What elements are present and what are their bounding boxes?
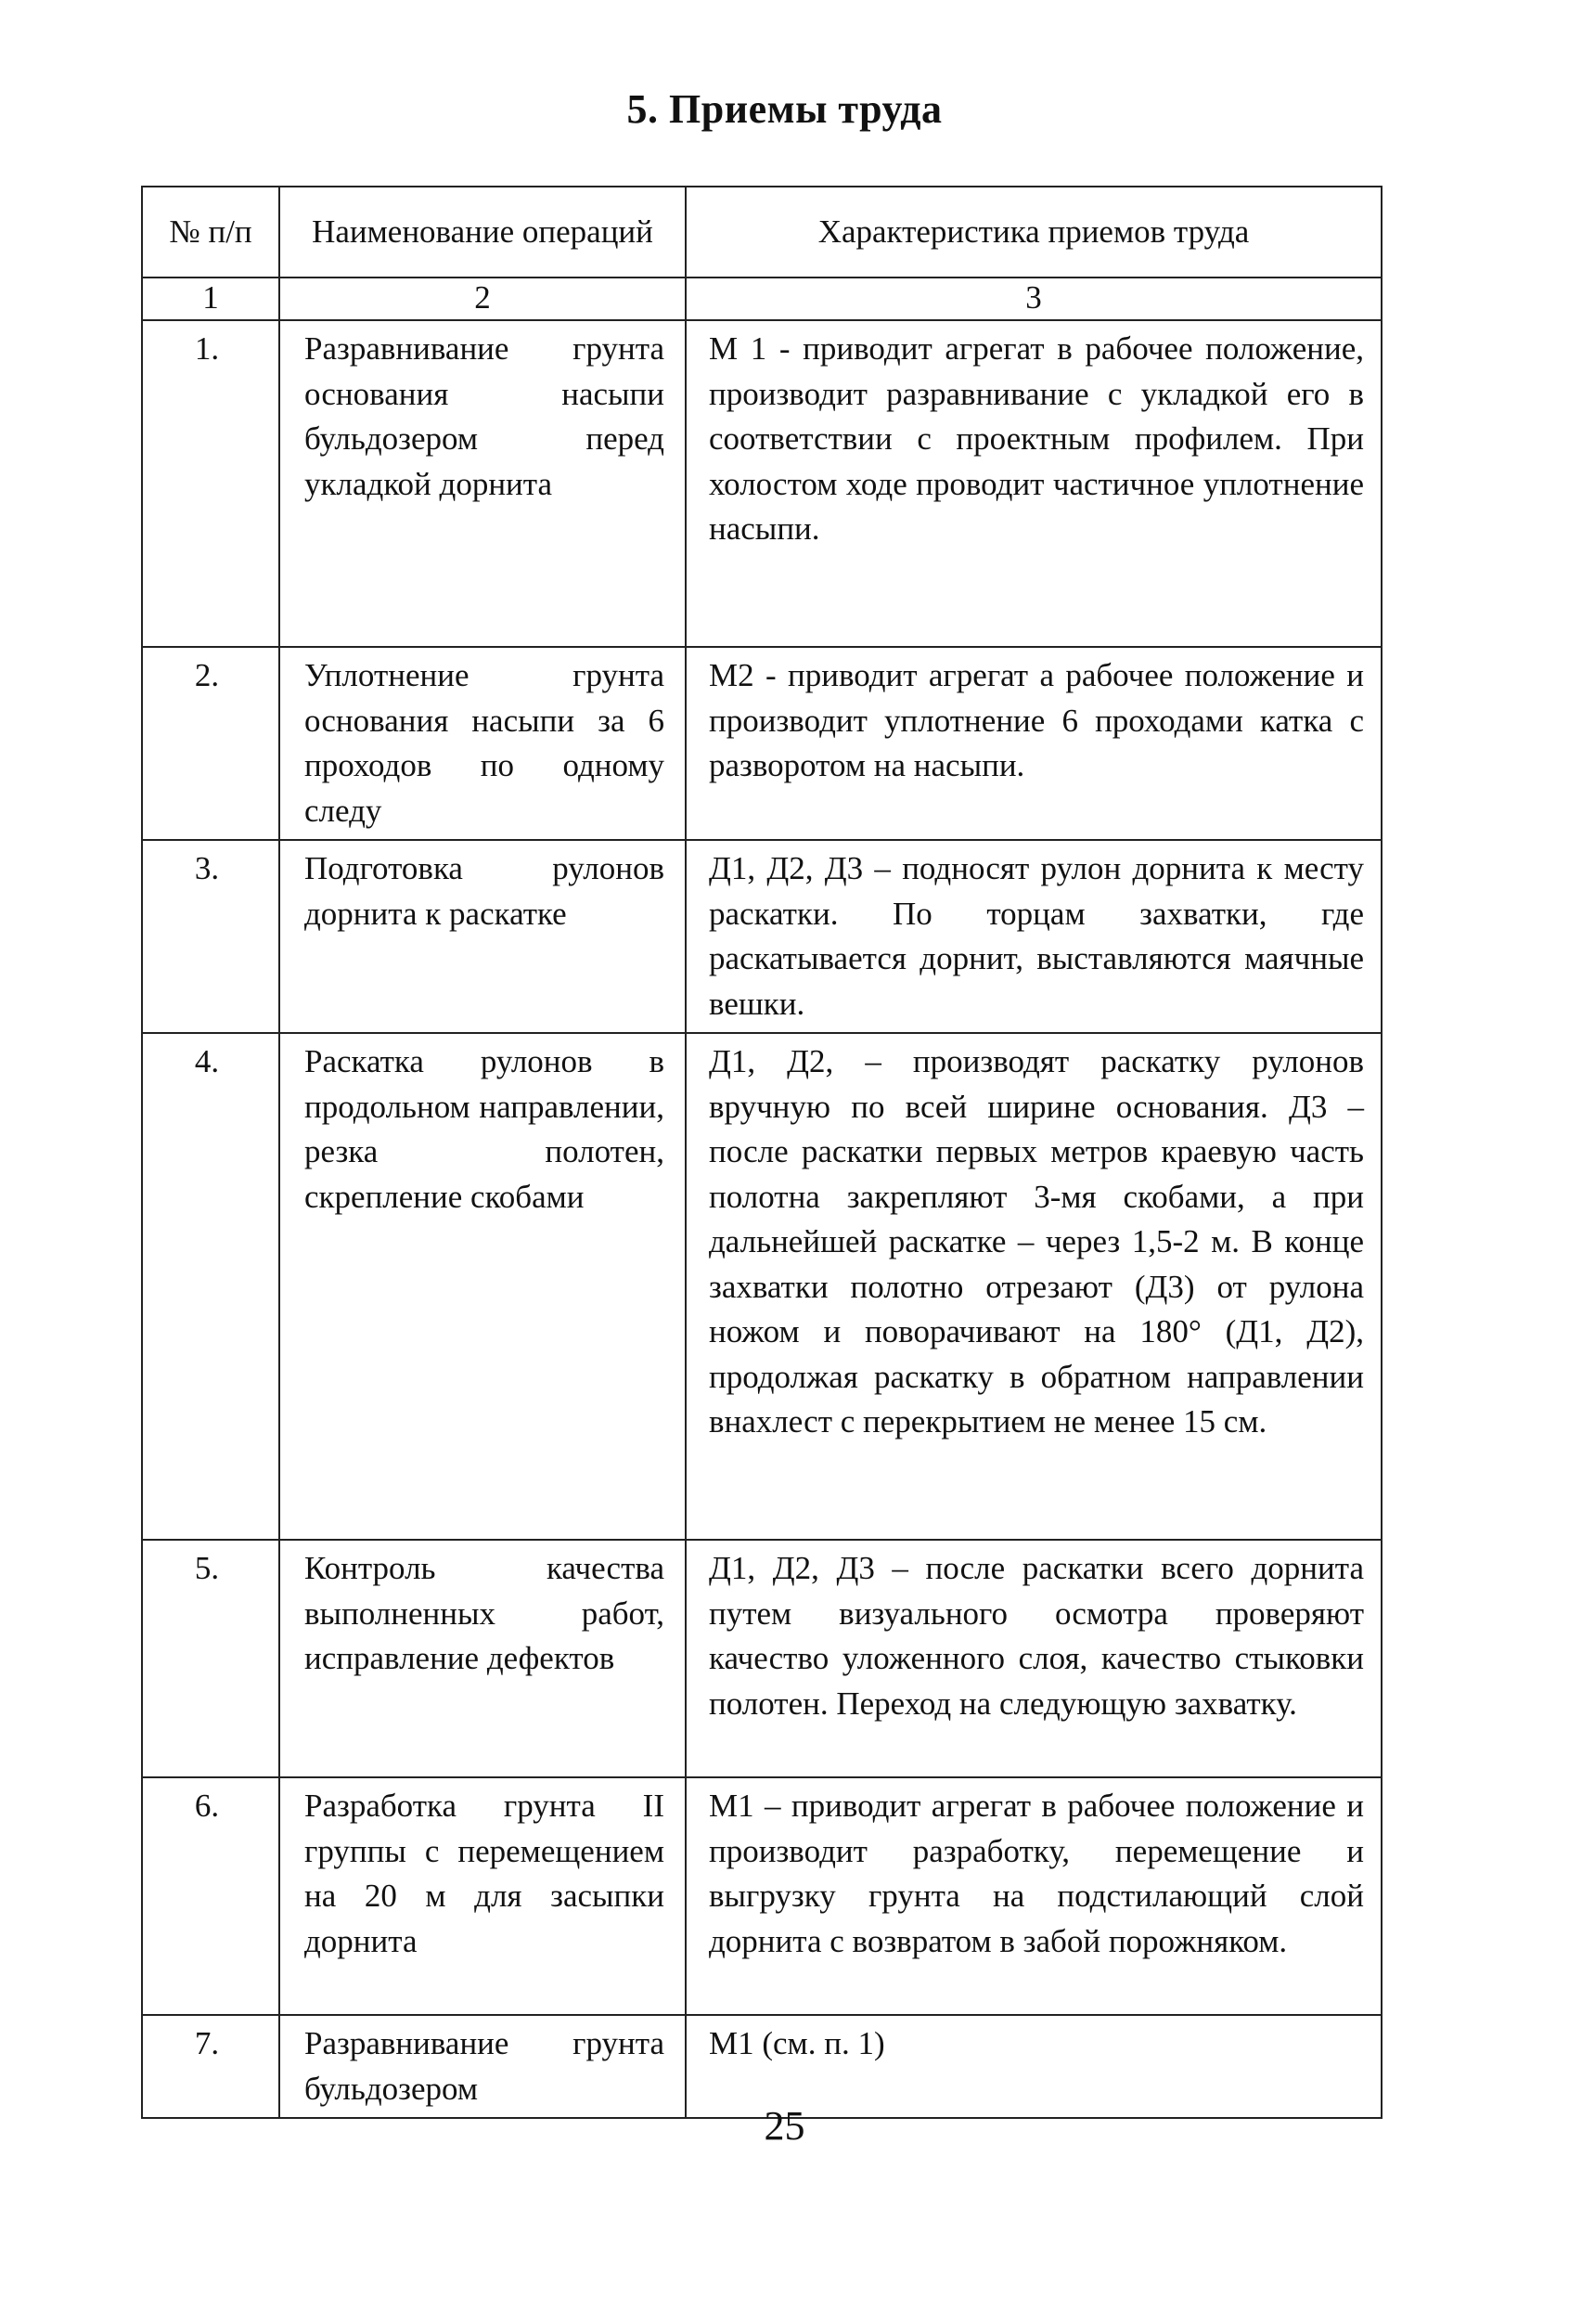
table-row bbox=[142, 1033, 1382, 1540]
header-characteristic: Характеристика приемов труда bbox=[686, 187, 1382, 278]
operation-name: Разработка грунта II группы с перемещением на 20 м для засыпки дорнита bbox=[279, 1777, 686, 2015]
page-title: 5. Приемы труда bbox=[626, 86, 943, 132]
header-num: № п/п bbox=[142, 187, 279, 278]
row-number: 3. bbox=[142, 840, 279, 1033]
row-number: 7. bbox=[142, 2015, 279, 2118]
row-number: 5. bbox=[142, 1540, 279, 1777]
page-number: 25 bbox=[764, 2103, 805, 2149]
operation-characteristic: М1 – приводит агрегат в рабочее положение и производит разработку, перемещение и выгрузку грунта на подстилающий слой дорнита с возвратом в забой порожняком. bbox=[686, 1777, 1382, 2015]
row-number: 4. bbox=[142, 1033, 279, 1540]
operation-name: Подготовка рулонов дорнита к раскатке bbox=[279, 840, 686, 1033]
table-row bbox=[142, 320, 1382, 647]
column-number-row bbox=[142, 278, 1382, 320]
column-number: 2 bbox=[279, 278, 686, 320]
column-number: 3 bbox=[686, 278, 1382, 320]
table-row bbox=[142, 1540, 1382, 1777]
column-number: 1 bbox=[142, 278, 279, 320]
table-row bbox=[142, 1777, 1382, 2015]
labor-methods-table bbox=[141, 186, 1383, 2119]
operation-characteristic: М1 (см. п. 1) bbox=[686, 2015, 1382, 2118]
operation-name: Уплотнение грунта основания насыпи за 6 проходов по одному следу bbox=[279, 647, 686, 840]
row-number: 6. bbox=[142, 1777, 279, 2015]
operation-name: Разравнивание грунта бульдозером bbox=[279, 2015, 686, 2118]
operation-name: Контроль качества выполненных работ, исправление дефектов bbox=[279, 1540, 686, 1777]
operation-characteristic: М2 - приводит агрегат а рабочее положение и производит уплотнение 6 проходами катка с разворотом на насыпи. bbox=[686, 647, 1382, 840]
table-row bbox=[142, 840, 1382, 1033]
header-operation: Наименование операций bbox=[279, 187, 686, 278]
operation-name: Раскатка рулонов в продольном направлении, резка полотен, скрепление скобами bbox=[279, 1033, 686, 1540]
table-header-row bbox=[142, 187, 1382, 278]
operation-characteristic: М 1 - приводит агрегат в рабочее положение, производит разравнивание с укладкой его в соответствии с проектным профилем. При холостом ходе проводит частичное уплотнение насыпи. bbox=[686, 320, 1382, 647]
row-number: 1. bbox=[142, 320, 279, 647]
table-row bbox=[142, 647, 1382, 840]
operation-characteristic: Д1, Д2, Д3 – после раскатки всего дорнита путем визуального осмотра проверяют качество уложенного слоя, качество стыковки полотен. Переход на следующую захватку. bbox=[686, 1540, 1382, 1777]
operation-characteristic: Д1, Д2, Д3 – подносят рулон дорнита к месту раскатки. По торцам захватки, где раскатывается дорнит, выставляются маячные вешки. bbox=[686, 840, 1382, 1033]
operation-name: Разравнивание грунта основания насыпи бульдозером перед укладкой дорнита bbox=[279, 320, 686, 647]
row-number: 2. bbox=[142, 647, 279, 840]
operation-characteristic: Д1, Д2, – производят раскатку рулонов вручную по всей ширине основания. Д3 – после раскатки первых метров краевую часть полотна закрепляют 3-мя скобами, а при дальнейшей раскатке – через 1,5-2 м. В конце захватки полотно отрезают (Д3) от рулона ножом и поворачивают на 180° (Д1, Д2), продолжая раскатку в обратном направлении внахлест с перекрытием не менее 15 см. bbox=[686, 1033, 1382, 1540]
